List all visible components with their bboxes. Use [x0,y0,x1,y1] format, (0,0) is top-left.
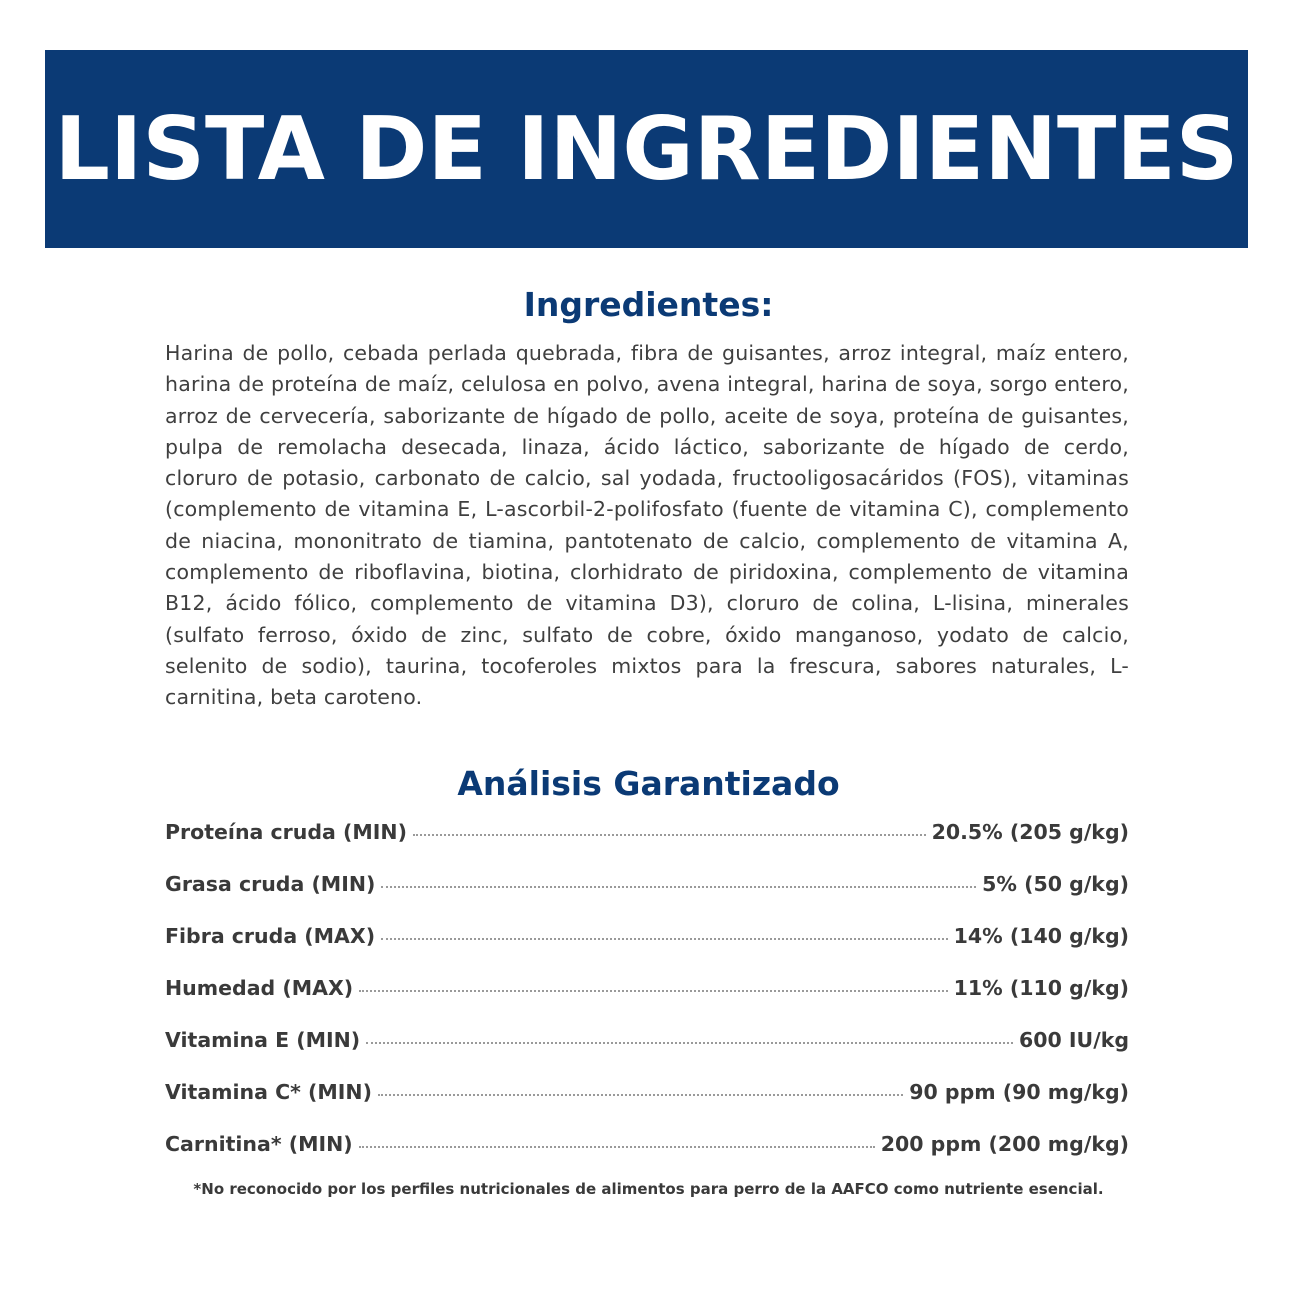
analysis-heading: Análisis Garantizado [457,764,840,803]
analysis-label: Humedad (MAX) [165,976,354,1000]
analysis-label: Fibra cruda (MAX) [165,924,376,948]
analysis-value: 90 ppm (90 mg/kg) [909,1080,1129,1104]
page-title: LISTA DE INGREDIENTES [54,97,1239,200]
analysis-table [165,820,1129,1176]
dot-leader [378,1094,903,1096]
analysis-row-protein [165,820,1129,872]
analysis-label: Grasa cruda (MIN) [165,872,376,896]
analysis-row-fiber [165,924,1129,976]
analysis-value: 14% (140 g/kg) [953,924,1129,948]
analysis-value: 5% (50 g/kg) [982,872,1129,896]
dot-leader [381,886,976,888]
analysis-row-vitamin-e [165,1028,1129,1080]
analysis-label: Proteína cruda (MIN) [165,820,407,844]
analysis-value: 600 IU/kg [1019,1028,1129,1052]
analysis-row-carnitine [165,1132,1129,1176]
dot-leader [359,990,948,992]
ingredients-heading: Ingredientes: [523,285,774,324]
dot-leader [359,1146,875,1148]
analysis-value: 200 ppm (200 mg/kg) [880,1132,1129,1156]
analysis-value: 11% (110 g/kg) [953,976,1129,1000]
analysis-label: Carnitina* (MIN) [165,1132,353,1156]
dot-leader [413,834,926,836]
analysis-row-moisture [165,976,1129,1028]
dot-leader [366,1042,1013,1044]
ingredients-text: Harina de pollo, cebada perlada quebrada, fibra de guisantes, arroz integral, maíz entero, harina de proteína de maíz, celulosa en polvo, avena integral, harina de soya, sorgo entero, arroz de cervecería, saborizante de hígado de pollo, aceite de soya, proteína de guisantes, pulpa de remolacha desecada, linaza, ácido láctico, saborizante de hígado de cerdo, cloruro de potasio, carbonato de calcio, sal yodada, fructooligosacáridos (FOS), vitaminas (complemento de vitamina E, L-ascorbil-2-polifosfato (fuente de vitamina C), complemento de niacina, mononitrato de tiamina, pantotenato de calcio, complemento de vitamina A, complemento de riboflavina, biotina, clorhidrato de piridoxina, complemento de vitamina B12, ácido fólico, complemento de vitamina D3), cloruro de colina, L-lisina, minerales (sulfato ferroso, óxido de zinc, sulfato de cobre, óxido manganoso, yodato de calcio, selenito de sodio), taurina, tocoferoles mixtos para la frescura, sabores naturales, L-carnitina, beta caroteno. [165,341,1129,710]
analysis-row-vitamin-c [165,1080,1129,1132]
title-banner [45,50,1248,248]
analysis-label: Vitamina C* (MIN) [165,1080,372,1104]
analysis-label: Vitamina E (MIN) [165,1028,361,1052]
analysis-row-fat [165,872,1129,924]
analysis-value: 20.5% (205 g/kg) [931,820,1129,844]
footnote: *No reconocido por los perfiles nutricionales de alimentos para perro de la AAFCO como nutriente esencial. [193,1180,1104,1198]
dot-leader [381,938,948,940]
